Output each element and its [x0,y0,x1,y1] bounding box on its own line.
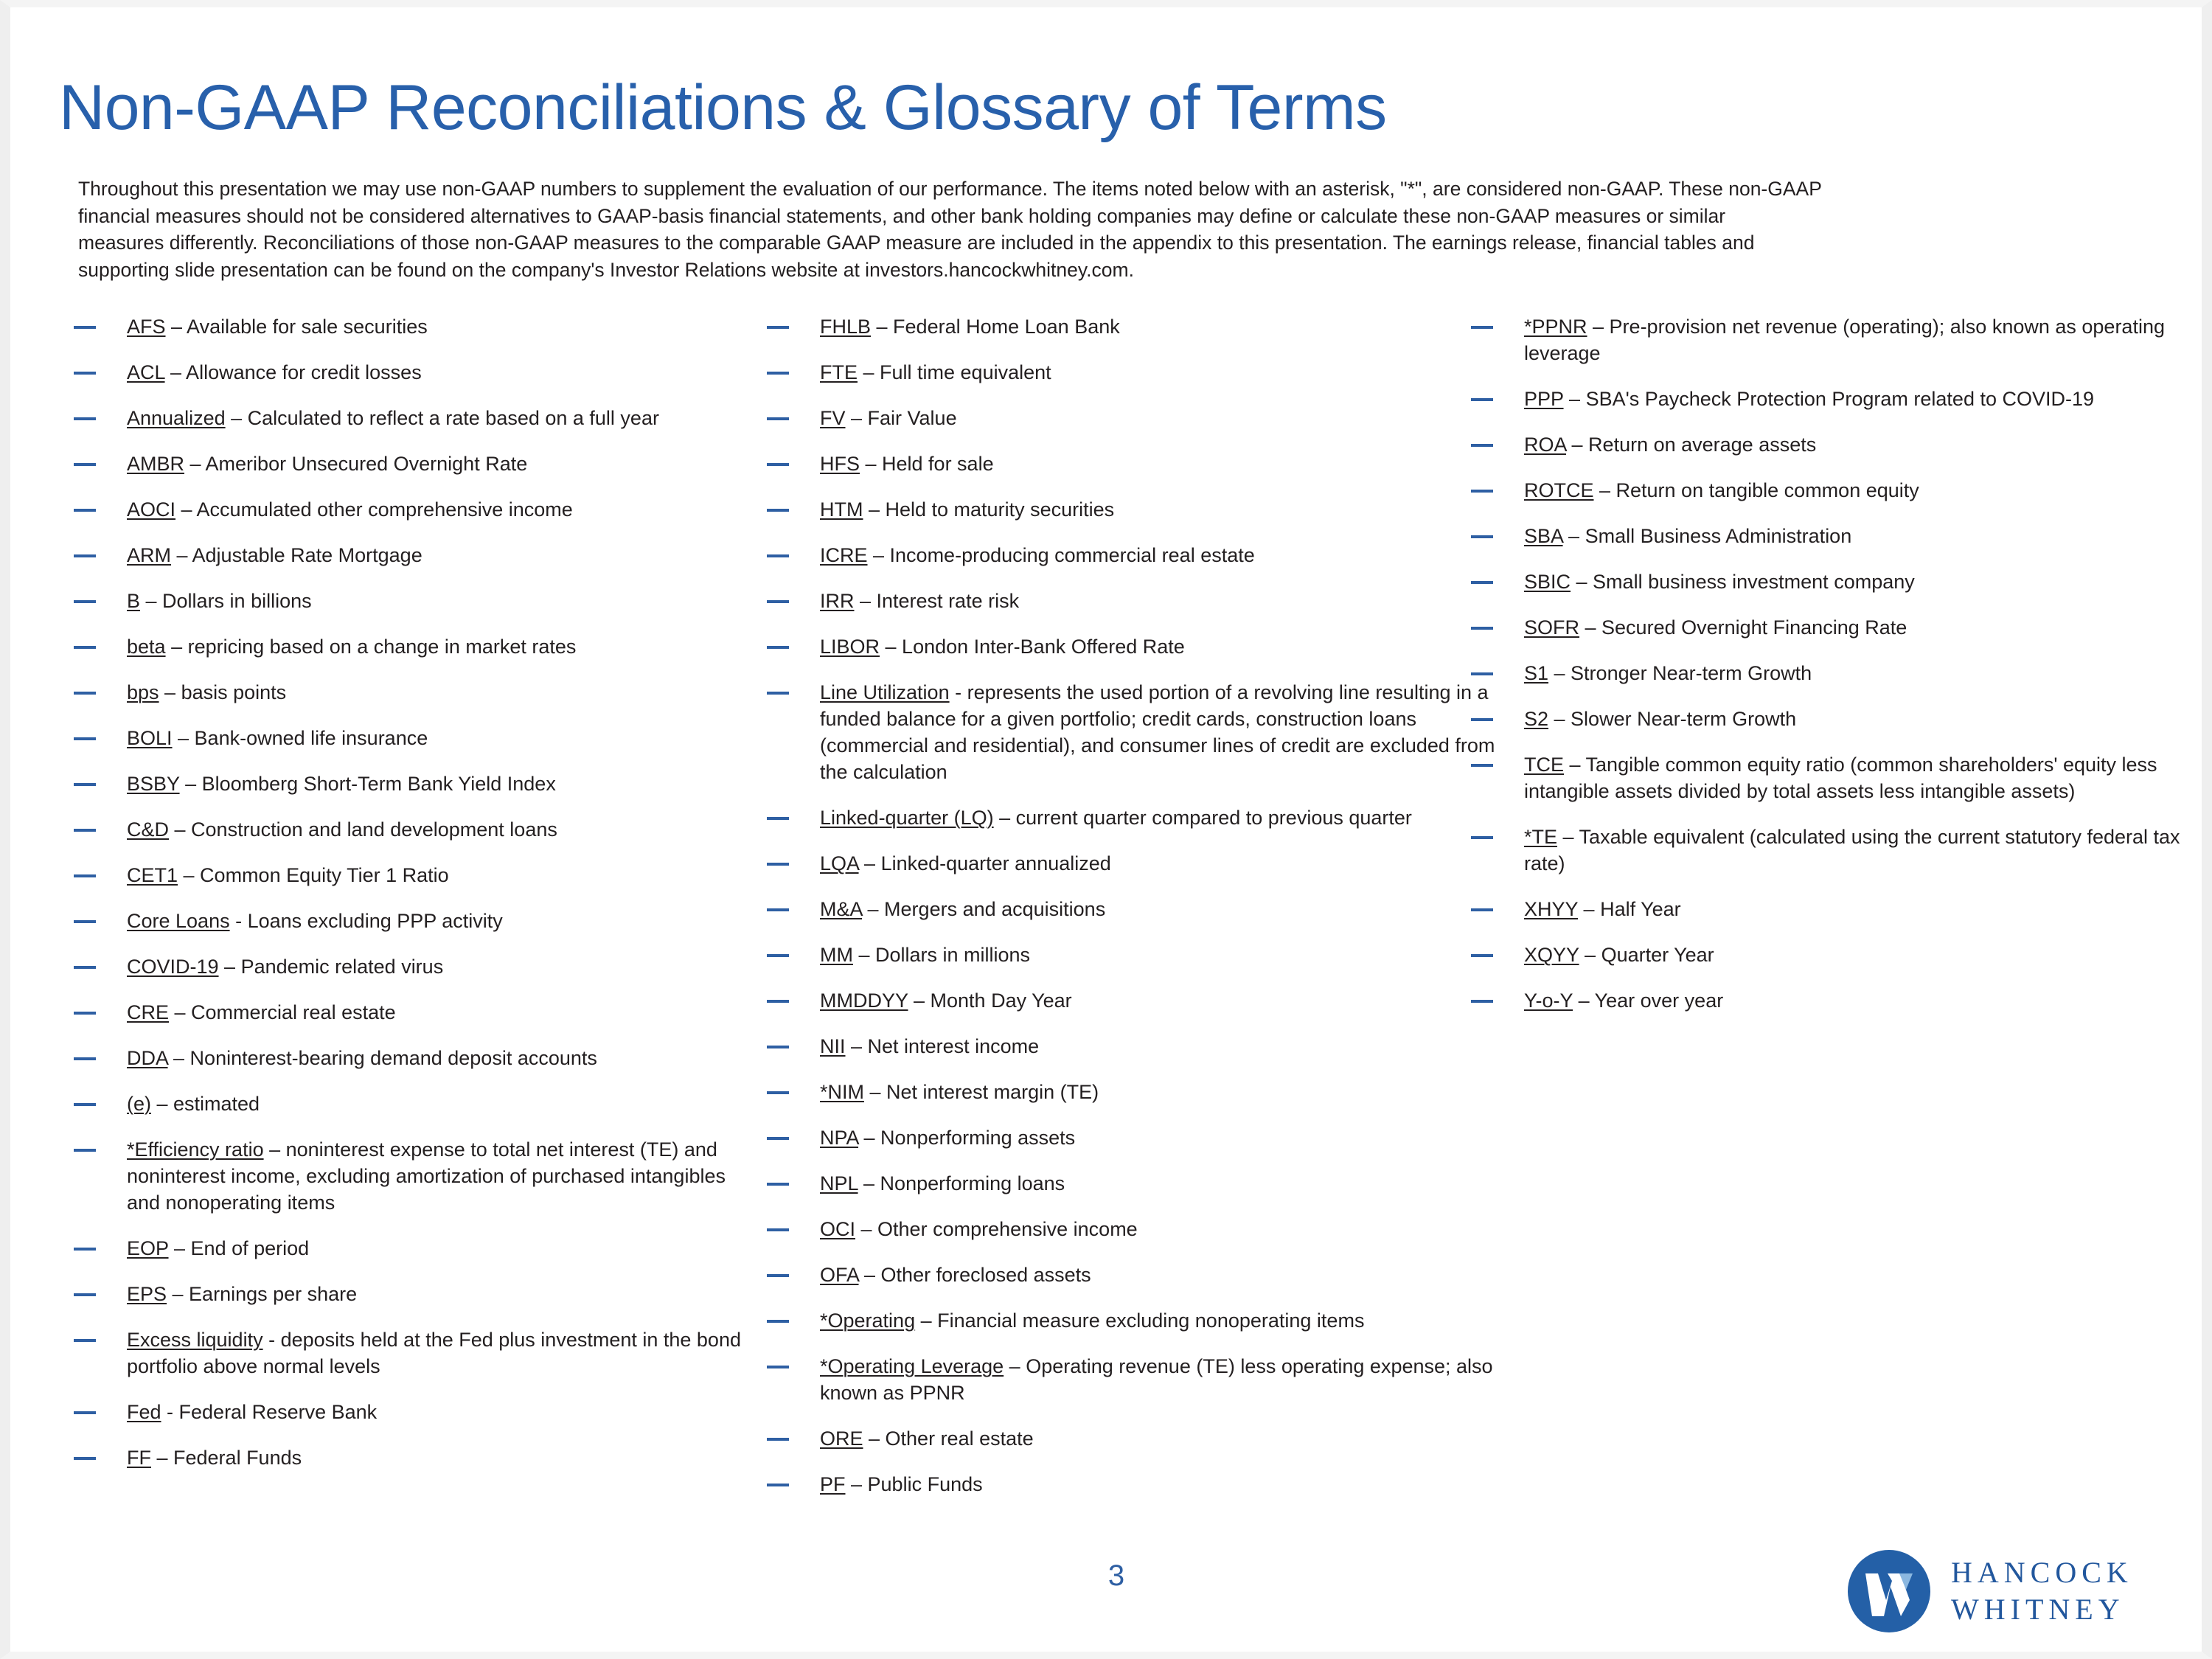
glossary-entry [69,359,755,386]
glossary-definition: – Linked-quarter annualized [858,852,1111,874]
dash-bullet-icon [767,908,789,911]
dash-bullet-icon [74,1248,96,1251]
glossary-term: Y-o-Y [1524,990,1573,1012]
glossary-definition: – Half Year [1578,898,1681,920]
dash-bullet-icon [74,737,96,740]
glossary-entry [762,1307,1500,1334]
glossary-entry [69,405,755,431]
dash-bullet-icon [74,417,96,420]
dash-bullet-icon [74,1457,96,1460]
glossary-definition: – Held to maturity securities [863,498,1115,521]
glossary-entry [69,313,755,340]
glossary-term: ROTCE [1524,479,1594,501]
glossary-entry [69,725,755,751]
glossary-entry [69,1045,755,1071]
glossary-term: FHLB [820,316,872,338]
glossary-entry [762,633,1500,660]
glossary-term: *PPNR [1524,316,1587,338]
glossary-definition: – Financial measure excluding nonoperating items [915,1310,1365,1332]
glossary-entry [69,633,755,660]
intro-line: measures differently. Reconciliations of those non-GAAP measures to the comparable GAAP measure are included in the appendix to this presentation. The earnings release, financial tables and [78,232,1755,254]
glossary-term: S2 [1524,708,1549,730]
intro-paragraph [78,175,2187,283]
glossary-entry [69,862,755,888]
glossary-entry [1467,313,2189,366]
dash-bullet-icon [767,372,789,375]
glossary-entry [69,1091,755,1117]
glossary-definition: – Held for sale [860,453,994,475]
glossary-definition: – Operating revenue (TE) less operating expense; also known as PPNR [820,1355,1493,1404]
glossary-term: Excess liquidity [127,1329,263,1351]
glossary-entry [762,405,1500,431]
dash-bullet-icon [1471,627,1493,630]
logo-line-1: HANCOCK [1951,1556,2133,1589]
glossary-entry [1467,987,2189,1014]
glossary-definition: – Federal Funds [151,1447,302,1469]
glossary-term: *Efficiency ratio [127,1138,264,1161]
glossary-definition: – Adjustable Rate Mortgage [171,544,422,566]
dash-bullet-icon [767,600,789,603]
dash-bullet-icon [767,1183,789,1186]
glossary-term: XQYY [1524,944,1579,966]
glossary-definition: – repricing based on a change in market rates [165,636,577,658]
glossary-entry [69,542,755,568]
dash-bullet-icon [767,1274,789,1277]
glossary-term: *TE [1524,826,1558,848]
glossary-definition: – Earnings per share [167,1283,358,1305]
glossary-term: BSBY [127,773,180,795]
glossary-definition: – Income-producing commercial real estate [867,544,1255,566]
dash-bullet-icon [767,954,789,957]
glossary-entry [1467,896,2189,922]
glossary-entry [69,1281,755,1307]
glossary-term: XHYY [1524,898,1579,920]
glossary-term: M&A [820,898,863,920]
glossary-entry [1467,751,2189,804]
glossary-term: BOLI [127,727,173,749]
glossary-definition: – Stronger Near-term Growth [1548,662,1812,684]
glossary-definition: – Public Funds [845,1473,983,1495]
glossary-definition: – End of period [168,1237,310,1259]
glossary-term: NPA [820,1127,859,1149]
glossary-definition: – Dollars in billions [140,590,312,612]
dash-bullet-icon [767,463,789,466]
dash-bullet-icon [767,326,789,329]
dash-bullet-icon [1471,444,1493,447]
glossary-entry [762,896,1500,922]
glossary-entry [1467,431,2189,458]
glossary-entry [1467,386,2189,412]
dash-bullet-icon [74,1012,96,1015]
glossary-definition: - Federal Reserve Bank [161,1401,378,1423]
dash-bullet-icon [1471,908,1493,911]
glossary-entry [1467,824,2189,877]
glossary-term: ROA [1524,434,1567,456]
glossary-definition: – Taxable equivalent (calculated using the current statutory federal tax rate) [1524,826,2180,874]
glossary-entry [762,679,1500,785]
dash-bullet-icon [767,1320,789,1323]
dash-bullet-icon [767,1438,789,1441]
dash-bullet-icon [1471,535,1493,538]
glossary-term: LQA [820,852,859,874]
hancock-whitney-w-icon [1848,1550,1930,1632]
glossary-entry [762,313,1500,340]
glossary-term: Core Loans [127,910,230,932]
dash-bullet-icon [74,509,96,512]
glossary-term: beta [127,636,166,658]
glossary-definition: – Pandemic related virus [218,956,444,978]
glossary-definition: – Quarter Year [1579,944,1714,966]
dash-bullet-icon [1471,836,1493,839]
glossary-entry [762,359,1500,386]
glossary-term: C&D [127,818,170,841]
glossary-entry [762,1079,1500,1105]
glossary-term: AMBR [127,453,185,475]
glossary-entry [762,1124,1500,1151]
hancock-whitney-wordmark [1951,1554,2133,1628]
glossary-entry [762,1170,1500,1197]
dash-bullet-icon [74,692,96,695]
dash-bullet-icon [74,326,96,329]
glossary-definition: – Calculated to reflect a rate based on a full year [225,407,659,429]
dash-bullet-icon [74,554,96,557]
glossary-definition: – Return on average assets [1566,434,1817,456]
glossary-entry [69,588,755,614]
glossary-entry [762,1425,1500,1452]
dash-bullet-icon [74,920,96,923]
glossary-term: bps [127,681,159,703]
glossary-definition: – basis points [159,681,287,703]
glossary-definition: – estimated [151,1093,260,1115]
dash-bullet-icon [767,1484,789,1486]
glossary-entry [762,496,1500,523]
glossary-entry [69,1399,755,1425]
glossary-definition: – Other foreclosed assets [858,1264,1091,1286]
logo-line-2: WHITNEY [1951,1593,2125,1626]
glossary-entry [1467,706,2189,732]
dash-bullet-icon [1471,1000,1493,1003]
glossary-term: ICRE [820,544,868,566]
glossary-term: S1 [1524,662,1549,684]
glossary-term: COVID-19 [127,956,219,978]
glossary-term: EOP [127,1237,169,1259]
glossary-definition: – Tangible common equity ratio (common shareholders' equity less intangible assets divided by total assets less intangible assets) [1524,754,2157,802]
glossary-entry [69,679,755,706]
glossary-entry [1467,660,2189,686]
glossary-term: Linked-quarter (LQ) [820,807,994,829]
glossary-term: EPS [127,1283,167,1305]
glossary-definition: - Loans excluding PPP activity [229,910,503,932]
glossary-entry [69,1235,755,1262]
glossary-definition: – Bloomberg Short-Term Bank Yield Index [179,773,556,795]
intro-line: financial measures should not be considered alternatives to GAAP-basis financial statements, and other bank holding companies may define or calculate these non-GAAP measures or similar [78,204,1726,227]
glossary-term: SBA [1524,525,1563,547]
glossary-definition: – Nonperforming assets [858,1127,1076,1149]
dash-bullet-icon [74,463,96,466]
glossary-definition: – Slower Near-term Growth [1548,708,1797,730]
glossary-entry [762,542,1500,568]
glossary-definition: – noninterest expense to total net interest (TE) and noninterest income, excluding amortization of purchased intangibles and nonoperating items [127,1138,726,1214]
glossary-term: NPL [820,1172,858,1194]
glossary-definition: – Fair Value [845,407,957,429]
glossary-term: FV [820,407,846,429]
glossary-definition: – Ameribor Unsecured Overnight Rate [184,453,528,475]
page-number: 3 [1107,1559,1125,1592]
page-title: Non-GAAP Reconciliations & Glossary of Terms [59,72,1387,143]
glossary-term: HTM [820,498,863,521]
glossary-term: LIBOR [820,636,880,658]
glossary-entry [69,953,755,980]
glossary-term: PF [820,1473,846,1495]
glossary-term: (e) [127,1093,151,1115]
dash-bullet-icon [1471,490,1493,493]
glossary-definition: – SBA's Paycheck Protection Program related to COVID-19 [1563,388,2095,410]
glossary-term: ARM [127,544,171,566]
dash-bullet-icon [1471,718,1493,721]
glossary-definition: – Small Business Administration [1562,525,1852,547]
glossary-definition: – Dollars in millions [852,944,1031,966]
glossary-term: SBIC [1524,571,1571,593]
glossary-term: AOCI [127,498,176,521]
intro-line: Throughout this presentation we may use non-GAAP numbers to supplement the evaluation of our performance. The items noted below with an asterisk, "*", are considered non-GAAP. These non-GAAP [78,178,1822,200]
glossary-term: CET1 [127,864,178,886]
glossary-entry [762,1033,1500,1060]
glossary-term: TCE [1524,754,1564,776]
glossary-term: *Operating Leverage [820,1355,1004,1377]
dash-bullet-icon [74,1057,96,1060]
glossary-entry [762,588,1500,614]
dash-bullet-icon [74,783,96,786]
glossary-definition: - deposits held at the Fed plus investment in the bond portfolio above normal levels [127,1329,741,1377]
glossary-definition: – Bank-owned life insurance [172,727,428,749]
glossary-entry [69,496,755,523]
glossary-entry [762,451,1500,477]
glossary-entry [762,1471,1500,1498]
dash-bullet-icon [74,829,96,832]
glossary-definition: – Year over year [1573,990,1724,1012]
glossary-definition: – current quarter compared to previous quarter [993,807,1412,829]
glossary-column-3 [1467,313,2189,1033]
glossary-entry [762,850,1500,877]
glossary-term: NII [820,1035,846,1057]
dash-bullet-icon [767,1366,789,1368]
dash-bullet-icon [74,1103,96,1106]
dash-bullet-icon [767,554,789,557]
glossary-term: IRR [820,590,855,612]
glossary-definition: – Other comprehensive income [855,1218,1138,1240]
glossary-term: AFS [127,316,166,338]
glossary-definition: – Net interest margin (TE) [864,1081,1099,1103]
dash-bullet-icon [74,1339,96,1342]
dash-bullet-icon [767,646,789,649]
glossary-definition: – Small business investment company [1571,571,1915,593]
glossary-definition: – Month Day Year [908,990,1072,1012]
glossary-entry [1467,568,2189,595]
glossary-term: MM [820,944,853,966]
glossary-definition: – Net interest income [845,1035,1040,1057]
glossary-term: B [127,590,141,612]
glossary-definition: – Construction and land development loans [169,818,557,841]
glossary-entry [69,908,755,934]
glossary-term: FTE [820,361,858,383]
glossary-definition: – Federal Home Loan Bank [871,316,1120,338]
glossary-entry [762,987,1500,1014]
glossary-entry [69,1444,755,1471]
dash-bullet-icon [767,1000,789,1003]
glossary-term: CRE [127,1001,170,1023]
dash-bullet-icon [767,1091,789,1094]
glossary-definition: – Commercial real estate [169,1001,396,1023]
dash-bullet-icon [74,1411,96,1414]
glossary-definition: – Full time equivalent [858,361,1051,383]
glossary-term: MMDDYY [820,990,908,1012]
glossary-definition: – Return on tangible common equity [1593,479,1919,501]
glossary-definition: – Pre-provision net revenue (operating); also known as operating leverage [1524,316,2165,364]
dash-bullet-icon [1471,764,1493,767]
glossary-entry [762,804,1500,831]
glossary-column-2 [762,313,1500,1517]
dash-bullet-icon [1471,954,1493,957]
dash-bullet-icon [767,509,789,512]
glossary-entry [69,451,755,477]
dash-bullet-icon [767,1046,789,1048]
glossary-definition: – London Inter-Bank Offered Rate [880,636,1185,658]
glossary-entry [1467,942,2189,968]
dash-bullet-icon [767,1137,789,1140]
glossary-definition: – Common Equity Tier 1 Ratio [178,864,449,886]
glossary-column-1 [69,313,755,1490]
glossary-term: ORE [820,1427,863,1450]
glossary-entry [1467,477,2189,504]
glossary-definition: – Interest rate risk [854,590,1020,612]
dash-bullet-icon [767,692,789,695]
glossary-term: Line Utilization [820,681,950,703]
glossary-definition: – Allowance for credit losses [164,361,422,383]
glossary-entry [69,771,755,797]
glossary-entry [69,816,755,843]
dash-bullet-icon [74,1293,96,1296]
dash-bullet-icon [74,1149,96,1152]
glossary-definition: – Noninterest-bearing demand deposit accounts [167,1047,597,1069]
glossary-definition: – Nonperforming loans [858,1172,1065,1194]
glossary-term: FF [127,1447,151,1469]
dash-bullet-icon [74,600,96,603]
glossary-term: Annualized [127,407,226,429]
glossary-term: HFS [820,453,860,475]
dash-bullet-icon [1471,326,1493,329]
glossary-definition: - represents the used portion of a revolving line resulting in a funded balance for a given portfolio; credit cards, construction loans (commercial and residential), and consumer lines of credit are excluded from the calculation [820,681,1495,783]
glossary-term: PPP [1524,388,1564,410]
glossary-entry [69,1136,755,1216]
glossary-term: *NIM [820,1081,864,1103]
dash-bullet-icon [74,646,96,649]
glossary-entry [1467,614,2189,641]
glossary-term: DDA [127,1047,168,1069]
glossary-entry [762,942,1500,968]
dash-bullet-icon [767,417,789,420]
glossary-definition: – Mergers and acquisitions [862,898,1106,920]
dash-bullet-icon [1471,581,1493,584]
glossary-definition: – Secured Overnight Financing Rate [1579,616,1907,639]
glossary-term: OFA [820,1264,859,1286]
glossary-definition: – Other real estate [863,1427,1034,1450]
glossary-definition: – Available for sale securities [165,316,428,338]
dash-bullet-icon [1471,398,1493,401]
glossary-term: Fed [127,1401,161,1423]
dash-bullet-icon [767,817,789,820]
glossary-entry [762,1262,1500,1288]
glossary-term: *Operating [820,1310,916,1332]
glossary-entry [1467,523,2189,549]
glossary-entry [762,1353,1500,1406]
dash-bullet-icon [767,863,789,866]
glossary-entry [762,1216,1500,1242]
dash-bullet-icon [767,1228,789,1231]
intro-line: supporting slide presentation can be found on the company's Investor Relations website at investors.hancockwhitney.com. [78,258,1134,281]
glossary-columns [10,313,2212,1537]
glossary-entry [69,1326,755,1380]
hancock-whitney-logo [1848,1547,2172,1638]
glossary-term: SOFR [1524,616,1580,639]
dash-bullet-icon [1471,672,1493,675]
dash-bullet-icon [74,372,96,375]
dash-bullet-icon [74,874,96,877]
dash-bullet-icon [74,966,96,969]
glossary-definition: – Accumulated other comprehensive income [175,498,573,521]
glossary-term: OCI [820,1218,856,1240]
glossary-entry [69,999,755,1026]
glossary-term: ACL [127,361,165,383]
